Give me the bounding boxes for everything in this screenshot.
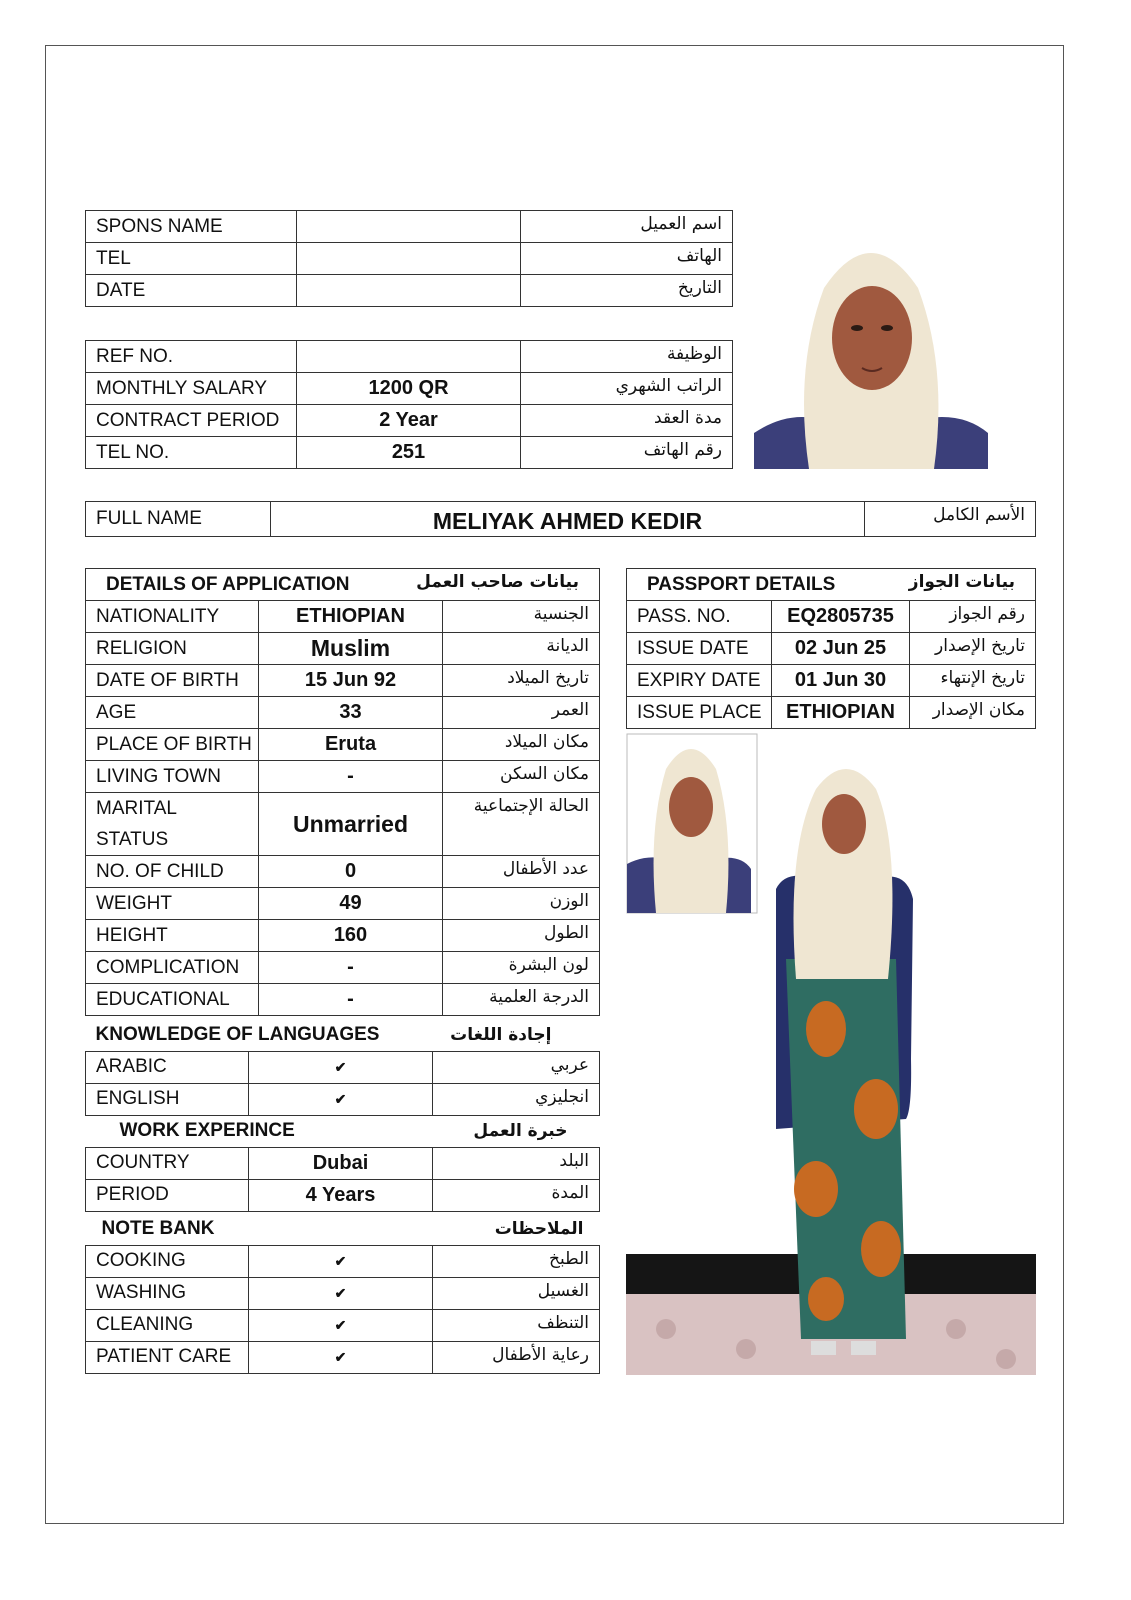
section-title-ar: الملاحظات — [494, 1219, 584, 1239]
ref-no-label-ar: الوظيفة — [521, 341, 733, 373]
educational-value: - — [259, 984, 443, 1016]
date-value — [297, 275, 521, 307]
place-of-birth-label: PLACE OF BIRTH — [86, 729, 259, 761]
section-title-ar: بيانات الجواز — [910, 569, 1036, 601]
row-cooking — [86, 1245, 600, 1277]
arabic-label: ARABIC — [86, 1051, 249, 1083]
marital-status-label-ar: الحالة الإجتماعية — [443, 793, 600, 856]
row-tel-no — [86, 437, 733, 469]
section-title: WORK EXPERINCE — [119, 1119, 295, 1141]
living-town-label: LIVING TOWN — [86, 761, 259, 793]
nationality-value: ETHIOPIAN — [259, 601, 443, 633]
washing-label-ar: الغسيل — [433, 1277, 600, 1309]
row-patient-care — [86, 1341, 600, 1373]
cleaning-label: CLEANING — [86, 1309, 249, 1341]
religion-label-ar: الديانة — [443, 633, 600, 665]
row-country — [86, 1147, 600, 1179]
date-label-ar: التاريخ — [521, 275, 733, 307]
country-label-ar: البلد — [433, 1147, 600, 1179]
row-arabic — [86, 1051, 600, 1083]
complication-label-ar: لون البشرة — [443, 952, 600, 984]
full-body-photo — [626, 729, 1036, 1375]
place-of-birth-value: Eruta — [259, 729, 443, 761]
issue-place-label-ar: مكان الإصدار — [910, 697, 1036, 729]
row-contract-period — [86, 405, 733, 437]
english-label-ar: انجليزي — [433, 1083, 600, 1115]
application-table — [85, 568, 600, 1016]
age-label-ar: العمر — [443, 697, 600, 729]
expiry-date-label: EXPIRY DATE — [627, 665, 772, 697]
contract-period-label-ar: مدة العقد — [521, 405, 733, 437]
section-title-ar: خبرة العمل — [473, 1121, 568, 1141]
arabic-check-icon: ✔ — [249, 1051, 433, 1083]
cleaning-label-ar: التنظف — [433, 1309, 600, 1341]
patient-care-label-ar: رعاية الأطفال — [433, 1341, 600, 1373]
tel-no-label-ar: رقم الهاتف — [521, 437, 733, 469]
section-title-ar: إجادة اللغات — [450, 1025, 552, 1045]
row-issue-date — [627, 633, 1036, 665]
contract-period-label: CONTRACT PERIOD — [86, 405, 297, 437]
portrait-photo — [754, 228, 988, 469]
patient-care-label: PATIENT CARE — [86, 1341, 249, 1373]
height-label-ar: الطول — [443, 920, 600, 952]
tel-label-ar: الهاتف — [521, 243, 733, 275]
age-value: 33 — [259, 697, 443, 729]
row-height — [86, 920, 600, 952]
languages-table — [85, 1019, 600, 1116]
tel-no-value: 251 — [297, 437, 521, 469]
row-ref-no — [86, 341, 733, 373]
date-of-birth-value: 15 Jun 92 — [259, 665, 443, 697]
note-bank-table — [85, 1213, 600, 1374]
pass-no-label-ar: رقم الجواز — [910, 601, 1036, 633]
complication-label: COMPLICATION — [86, 952, 259, 984]
sponsor-table — [85, 210, 733, 307]
passport-table — [626, 568, 1036, 729]
weight-label: WEIGHT — [86, 888, 259, 920]
section-header — [86, 1213, 600, 1245]
cooking-label: COOKING — [86, 1245, 249, 1277]
row-religion — [86, 633, 600, 665]
ref-no-value — [297, 341, 521, 373]
cooking-check-icon: ✔ — [249, 1245, 433, 1277]
experience-table — [85, 1115, 600, 1212]
country-label: COUNTRY — [86, 1147, 249, 1179]
date-of-birth-label: DATE OF BIRTH — [86, 665, 259, 697]
tel-value — [297, 243, 521, 275]
row-place-of-birth — [86, 729, 600, 761]
full-name-table — [85, 501, 1036, 537]
monthly-salary-label-ar: الراتب الشهري — [521, 373, 733, 405]
spons-name-value — [297, 211, 521, 243]
washing-label: WASHING — [86, 1277, 249, 1309]
height-label: HEIGHT — [86, 920, 259, 952]
period-label: PERIOD — [86, 1179, 249, 1211]
row-no-of-child — [86, 856, 600, 888]
pass-no-value: EQ2805735 — [772, 601, 910, 633]
nationality-label-ar: الجنسية — [443, 601, 600, 633]
nationality-label: NATIONALITY — [86, 601, 259, 633]
issue-date-label-ar: تاريخ الإصدار — [910, 633, 1036, 665]
contract-table — [85, 340, 733, 469]
row-washing — [86, 1277, 600, 1309]
row-tel — [86, 243, 733, 275]
section-title-ar: بيانات صاحب العمل — [443, 569, 600, 601]
section-header — [86, 569, 600, 601]
educational-label: EDUCATIONAL — [86, 984, 259, 1016]
issue-date-value: 02 Jun 25 — [772, 633, 910, 665]
row-issue-place — [627, 697, 1036, 729]
row-cleaning — [86, 1309, 600, 1341]
spons-name-label-ar: اسم العميل — [521, 211, 733, 243]
marital-status-value: Unmarried — [259, 793, 443, 856]
issue-date-label: ISSUE DATE — [627, 633, 772, 665]
row-pass-no — [627, 601, 1036, 633]
height-value: 160 — [259, 920, 443, 952]
row-english — [86, 1083, 600, 1115]
section-title: PASSPORT DETAILS — [627, 569, 910, 601]
country-value: Dubai — [249, 1147, 433, 1179]
place-of-birth-label-ar: مكان الميلاد — [443, 729, 600, 761]
no-of-child-label: NO. OF CHILD — [86, 856, 259, 888]
complication-value: - — [259, 952, 443, 984]
expiry-date-value: 01 Jun 30 — [772, 665, 910, 697]
patient-care-check-icon: ✔ — [249, 1341, 433, 1373]
date-of-birth-label-ar: تاريخ الميلاد — [443, 665, 600, 697]
row-date-of-birth — [86, 665, 600, 697]
section-title: DETAILS OF APPLICATION — [86, 569, 443, 601]
period-label-ar: المدة — [433, 1179, 600, 1211]
section-title: NOTE BANK — [101, 1217, 215, 1239]
row-weight — [86, 888, 600, 920]
row-educational — [86, 984, 600, 1016]
religion-label: RELIGION — [86, 633, 259, 665]
row-age — [86, 697, 600, 729]
no-of-child-value: 0 — [259, 856, 443, 888]
age-label: AGE — [86, 697, 259, 729]
date-label: DATE — [86, 275, 297, 307]
english-check-icon: ✔ — [249, 1083, 433, 1115]
weight-value: 49 — [259, 888, 443, 920]
row-complication — [86, 952, 600, 984]
issue-place-value: ETHIOPIAN — [772, 697, 910, 729]
section-header — [86, 1115, 600, 1147]
monthly-salary-value: 1200 QR — [297, 373, 521, 405]
row-marital-status — [86, 793, 600, 856]
full-name-value: MELIYAK AHMED KEDIR — [271, 502, 865, 537]
religion-value: Muslim — [259, 633, 443, 665]
section-header — [627, 569, 1036, 601]
pass-no-label: PASS. NO. — [627, 601, 772, 633]
educational-label-ar: الدرجة العلمية — [443, 984, 600, 1016]
washing-check-icon: ✔ — [249, 1277, 433, 1309]
expiry-date-label-ar: تاريخ الإنتهاء — [910, 665, 1036, 697]
tel-no-label: TEL NO. — [86, 437, 297, 469]
spons-name-label: SPONS NAME — [86, 211, 297, 243]
cooking-label-ar: الطبخ — [433, 1245, 600, 1277]
section-title: KNOWLEDGE OF LANGUAGES — [95, 1023, 380, 1045]
no-of-child-label-ar: عدد الأطفال — [443, 856, 600, 888]
monthly-salary-label: MONTHLY SALARY — [86, 373, 297, 405]
row-living-town — [86, 761, 600, 793]
marital-status-label: MARITAL STATUS — [86, 793, 259, 856]
full-name-label-ar: الأسم الكامل — [865, 502, 1036, 537]
living-town-value: - — [259, 761, 443, 793]
issue-place-label: ISSUE PLACE — [627, 697, 772, 729]
section-header — [86, 1019, 600, 1051]
row-date — [86, 275, 733, 307]
arabic-label-ar: عربي — [433, 1051, 600, 1083]
weight-label-ar: الوزن — [443, 888, 600, 920]
full-name-label: FULL NAME — [86, 502, 271, 537]
tel-label: TEL — [86, 243, 297, 275]
living-town-label-ar: مكان السكن — [443, 761, 600, 793]
period-value: 4 Years — [249, 1179, 433, 1211]
contract-period-value: 2 Year — [297, 405, 521, 437]
cleaning-check-icon: ✔ — [249, 1309, 433, 1341]
row-expiry-date — [627, 665, 1036, 697]
ref-no-label: REF NO. — [86, 341, 297, 373]
row-monthly-salary — [86, 373, 733, 405]
row-nationality — [86, 601, 600, 633]
row-period — [86, 1179, 600, 1211]
row-spons-name — [86, 211, 733, 243]
english-label: ENGLISH — [86, 1083, 249, 1115]
